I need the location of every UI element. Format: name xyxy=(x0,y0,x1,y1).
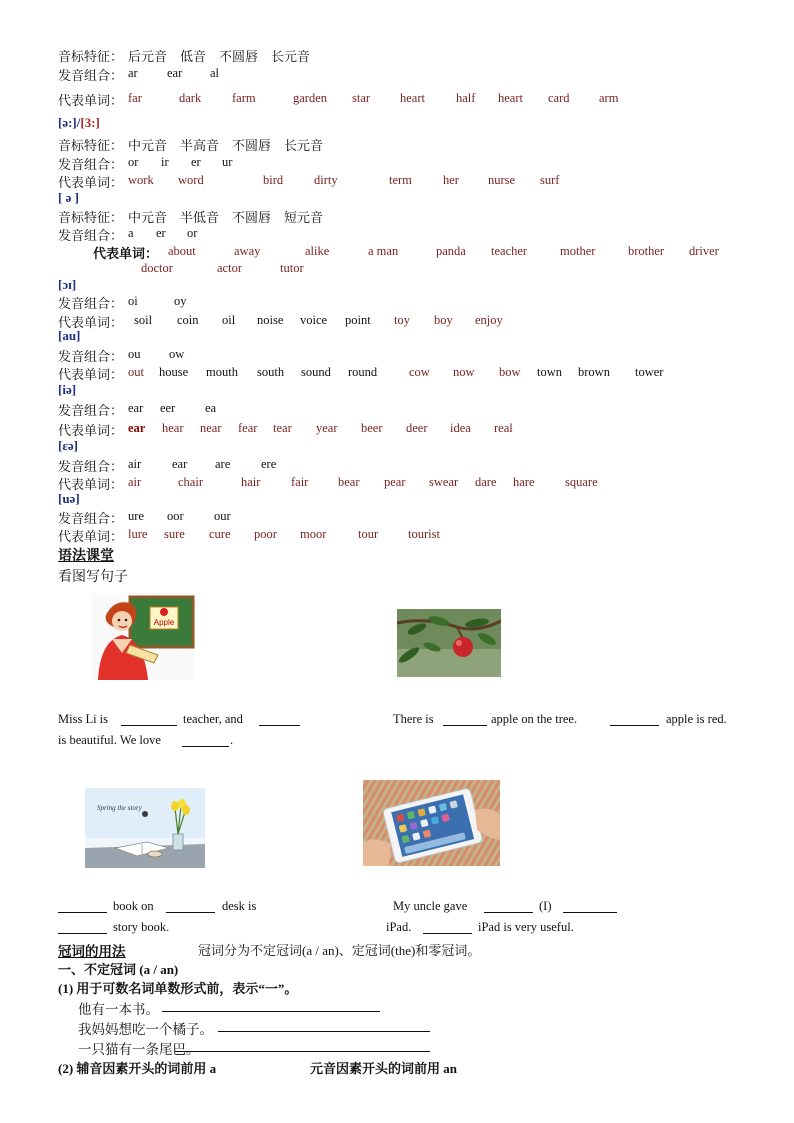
ue-word: poor xyxy=(254,527,277,541)
schwa-word: panda xyxy=(436,244,466,258)
ie-word: deer xyxy=(406,421,428,435)
sentence-2c: apple is red. xyxy=(666,712,727,726)
er-combo: ur xyxy=(222,155,233,169)
schwa-combos-label: 发音组合： xyxy=(58,228,124,243)
schwa-word: brother xyxy=(628,244,665,258)
ue-combo: our xyxy=(214,509,231,523)
apple-card-text: Apple xyxy=(153,618,175,627)
ee-combo: are xyxy=(215,457,231,471)
blank-3[interactable] xyxy=(182,746,229,747)
au-word: house xyxy=(159,365,189,379)
blank-6[interactable] xyxy=(58,912,107,913)
schwa-word: away xyxy=(234,244,261,258)
sentence-2b: apple on the tree. xyxy=(491,712,578,726)
ee-word: dare xyxy=(475,475,497,489)
ue-word: tour xyxy=(358,527,379,541)
er-word: word xyxy=(178,173,204,187)
ar-features-label: 音标特征： xyxy=(58,49,124,64)
oi-combo: oy xyxy=(174,294,187,308)
sentence-4a: My uncle gave xyxy=(393,899,468,913)
au-word: town xyxy=(537,365,562,379)
er-word: nurse xyxy=(488,173,516,187)
oi-word: point xyxy=(345,313,371,327)
ie-word: near xyxy=(200,421,222,435)
ue-word: tourist xyxy=(408,527,440,541)
oi-word: coin xyxy=(177,313,199,327)
er-symbol: [ə:]/[3:] xyxy=(58,115,100,130)
ue-word: lure xyxy=(128,527,148,541)
schwa-word: about xyxy=(168,244,196,258)
ar-word: star xyxy=(352,91,371,105)
sentence-2a: There is xyxy=(393,712,434,726)
schwa-word: a man xyxy=(368,244,399,258)
ue-word: cure xyxy=(209,527,231,541)
blank-ex3[interactable] xyxy=(175,1051,430,1052)
ar-word: half xyxy=(456,91,476,105)
au-word: now xyxy=(453,365,475,379)
ie-symbol: [iə] xyxy=(58,382,77,397)
er-combo: ir xyxy=(161,155,169,169)
ee-word: bear xyxy=(338,475,360,489)
ie-word: idea xyxy=(450,421,471,435)
ee-combo: air xyxy=(128,457,142,471)
articles-heading: 冠词的用法 xyxy=(58,944,126,959)
ee-word: swear xyxy=(429,475,459,489)
ie-combos-label: 发音组合： xyxy=(58,403,124,418)
ar-features: 后元音 低音 不圆唇 长元音 xyxy=(128,49,311,64)
example-2: 我妈妈想吃一个橘子。 xyxy=(78,1022,213,1037)
sentence-3a: book on xyxy=(113,899,154,913)
er-word: bird xyxy=(263,173,284,187)
er-combo: er xyxy=(191,155,201,169)
er-word: surf xyxy=(540,173,560,187)
rule-2-vowel: 元音因素开头的词前用 an xyxy=(310,1061,457,1076)
ie-word: hear xyxy=(162,421,184,435)
ie-word: ear xyxy=(128,421,146,435)
blank-10[interactable] xyxy=(563,912,617,913)
schwa-combo: a xyxy=(128,226,134,240)
au-word: bow xyxy=(499,365,521,379)
ee-word: pear xyxy=(384,475,406,489)
er-features: 中元音 半高音 不圆唇 长元音 xyxy=(128,138,324,153)
oi-combos-label: 发音组合： xyxy=(58,296,124,311)
blank-8[interactable] xyxy=(58,933,107,934)
oi-word: toy xyxy=(394,313,410,327)
grammar-task: 看图写句子 xyxy=(58,570,128,585)
au-word: south xyxy=(257,365,285,379)
ie-word: real xyxy=(494,421,513,435)
ie-word: beer xyxy=(361,421,383,435)
schwa-symbol: [ ə ] xyxy=(58,190,79,205)
er-combos-label: 发音组合： xyxy=(58,157,124,172)
ee-word: chair xyxy=(178,475,203,489)
schwa-word: teacher xyxy=(491,244,528,258)
ar-combo: al xyxy=(210,66,220,80)
ee-words-label: 代表单词： xyxy=(58,477,124,492)
ar-word: farm xyxy=(232,91,256,105)
schwa-features: 中元音 半低音 不圆唇 短元音 xyxy=(128,210,324,225)
teacher-picture xyxy=(92,593,195,680)
ee-combo: ear xyxy=(172,457,188,471)
er-word: dirty xyxy=(314,173,338,187)
au-word: brown xyxy=(578,365,610,379)
apple-tree-picture xyxy=(397,609,501,677)
example-3: 一只猫有一条尾巴。 xyxy=(78,1042,200,1057)
ar-combo: ear xyxy=(167,66,183,80)
schwa-word: tutor xyxy=(280,261,304,275)
blank-7[interactable] xyxy=(166,912,215,913)
ie-combo: ea xyxy=(205,401,217,415)
ee-word: hare xyxy=(513,475,535,489)
er-word: term xyxy=(389,173,412,187)
schwa-word: driver xyxy=(689,244,719,258)
au-word: out xyxy=(128,365,144,379)
ue-words-label: 代表单词： xyxy=(58,529,124,544)
ar-combo: ar xyxy=(128,66,138,80)
oi-word: voice xyxy=(300,313,328,327)
au-word: cow xyxy=(409,365,430,379)
ue-combo: ure xyxy=(128,509,144,523)
blank-4[interactable] xyxy=(443,725,487,726)
ar-word: garden xyxy=(293,91,328,105)
schwa-word: actor xyxy=(217,261,242,275)
ie-words-label: 代表单词： xyxy=(58,423,124,438)
au-words-label: 代表单词： xyxy=(58,367,124,382)
schwa-features-label: 音标特征： xyxy=(58,210,124,225)
schwa-word: doctor xyxy=(141,261,173,275)
schwa-words-label: 代表单词： xyxy=(93,246,159,261)
schwa-combo: er xyxy=(156,226,166,240)
er-combo: or xyxy=(128,155,139,169)
oi-word: soil xyxy=(134,313,153,327)
sentence-3c: story book. xyxy=(113,920,170,934)
sentence-1c: is beautiful. We love xyxy=(58,733,161,747)
au-combos-label: 发音组合： xyxy=(58,349,124,364)
ie-word: year xyxy=(316,421,338,435)
ar-word: heart xyxy=(498,91,523,105)
ar-combos-label: 发音组合： xyxy=(58,68,124,83)
ue-symbol: [uə] xyxy=(58,491,80,506)
ar-word: arm xyxy=(599,91,619,105)
sentence-4c: iPad. xyxy=(386,920,412,934)
ue-word: sure xyxy=(164,527,185,541)
au-word: tower xyxy=(635,365,664,379)
sentence-3b: desk is xyxy=(222,899,257,913)
ee-symbol: [εə] xyxy=(58,438,78,453)
ee-combos-label: 发音组合： xyxy=(58,459,124,474)
ar-words-label: 代表单词： xyxy=(58,93,124,108)
schwa-combo: or xyxy=(187,226,198,240)
sentence-1d: . xyxy=(230,733,234,747)
au-combo: ow xyxy=(169,347,185,361)
sentence-4d: iPad is very useful. xyxy=(478,920,574,934)
blank-ex2[interactable] xyxy=(218,1031,430,1032)
oi-combo: oi xyxy=(128,294,138,308)
ee-combo: ere xyxy=(261,457,277,471)
au-word: round xyxy=(348,365,378,379)
ie-word: fear xyxy=(238,421,258,435)
example-1: 他有一本书。 xyxy=(78,1002,159,1017)
oi-word: noise xyxy=(257,313,284,327)
au-symbol: [au] xyxy=(58,328,81,343)
blank-ex1[interactable] xyxy=(162,1011,380,1012)
er-words-label: 代表单词： xyxy=(58,175,124,190)
blank-9[interactable] xyxy=(484,912,533,913)
blank-2[interactable] xyxy=(259,725,300,726)
ee-word: air xyxy=(128,475,142,489)
schwa-word: mother xyxy=(560,244,596,258)
ie-word: tear xyxy=(273,421,292,435)
blank-1[interactable] xyxy=(121,725,177,726)
rule-2-consonant: (2) 辅音因素开头的词前用 a xyxy=(58,1061,217,1076)
er-word: work xyxy=(128,173,154,187)
oi-words-label: 代表单词： xyxy=(58,315,124,330)
blank-11[interactable] xyxy=(423,933,472,934)
oi-word: enjoy xyxy=(475,313,503,327)
ee-word: fair xyxy=(291,475,309,489)
ie-combo: ear xyxy=(128,401,144,415)
spring-text: Spring the story xyxy=(97,804,142,812)
ue-combo: oor xyxy=(167,509,184,523)
ar-word: far xyxy=(128,91,142,105)
ar-word: heart xyxy=(400,91,425,105)
er-features-label: 音标特征： xyxy=(58,138,124,153)
ie-combo: eer xyxy=(160,401,176,415)
sentence-1b: teacher, and xyxy=(183,712,243,726)
au-word: mouth xyxy=(206,365,238,379)
schwa-word: alike xyxy=(305,244,330,258)
sentence-1a: Miss Li is xyxy=(58,712,109,726)
ue-word: moor xyxy=(300,527,327,541)
er-word: her xyxy=(443,173,459,187)
ar-word: card xyxy=(548,91,570,105)
ee-word: hair xyxy=(241,475,261,489)
ipad-picture xyxy=(363,780,500,866)
ee-word: square xyxy=(565,475,598,489)
ue-combos-label: 发音组合： xyxy=(58,511,124,526)
oi-symbol: [ɔɪ] xyxy=(58,277,77,292)
ar-word: dark xyxy=(179,91,202,105)
oi-word: oil xyxy=(222,313,236,327)
rule-1: (1) 用于可数名词单数形式前，表示“一”。 xyxy=(58,981,298,996)
oi-word: boy xyxy=(434,313,453,327)
au-combo: ou xyxy=(128,347,141,361)
blank-5[interactable] xyxy=(610,725,659,726)
sentence-4b: (I) xyxy=(539,899,552,913)
grammar-heading: 语法课堂 xyxy=(58,549,114,564)
au-word: sound xyxy=(301,365,331,379)
section-indefinite: 一、不定冠词 (a / an) xyxy=(58,962,179,977)
spring-book-picture xyxy=(85,788,205,868)
articles-intro: 冠词分为不定冠词(a / an)、定冠词(the)和零冠词。 xyxy=(198,943,481,958)
